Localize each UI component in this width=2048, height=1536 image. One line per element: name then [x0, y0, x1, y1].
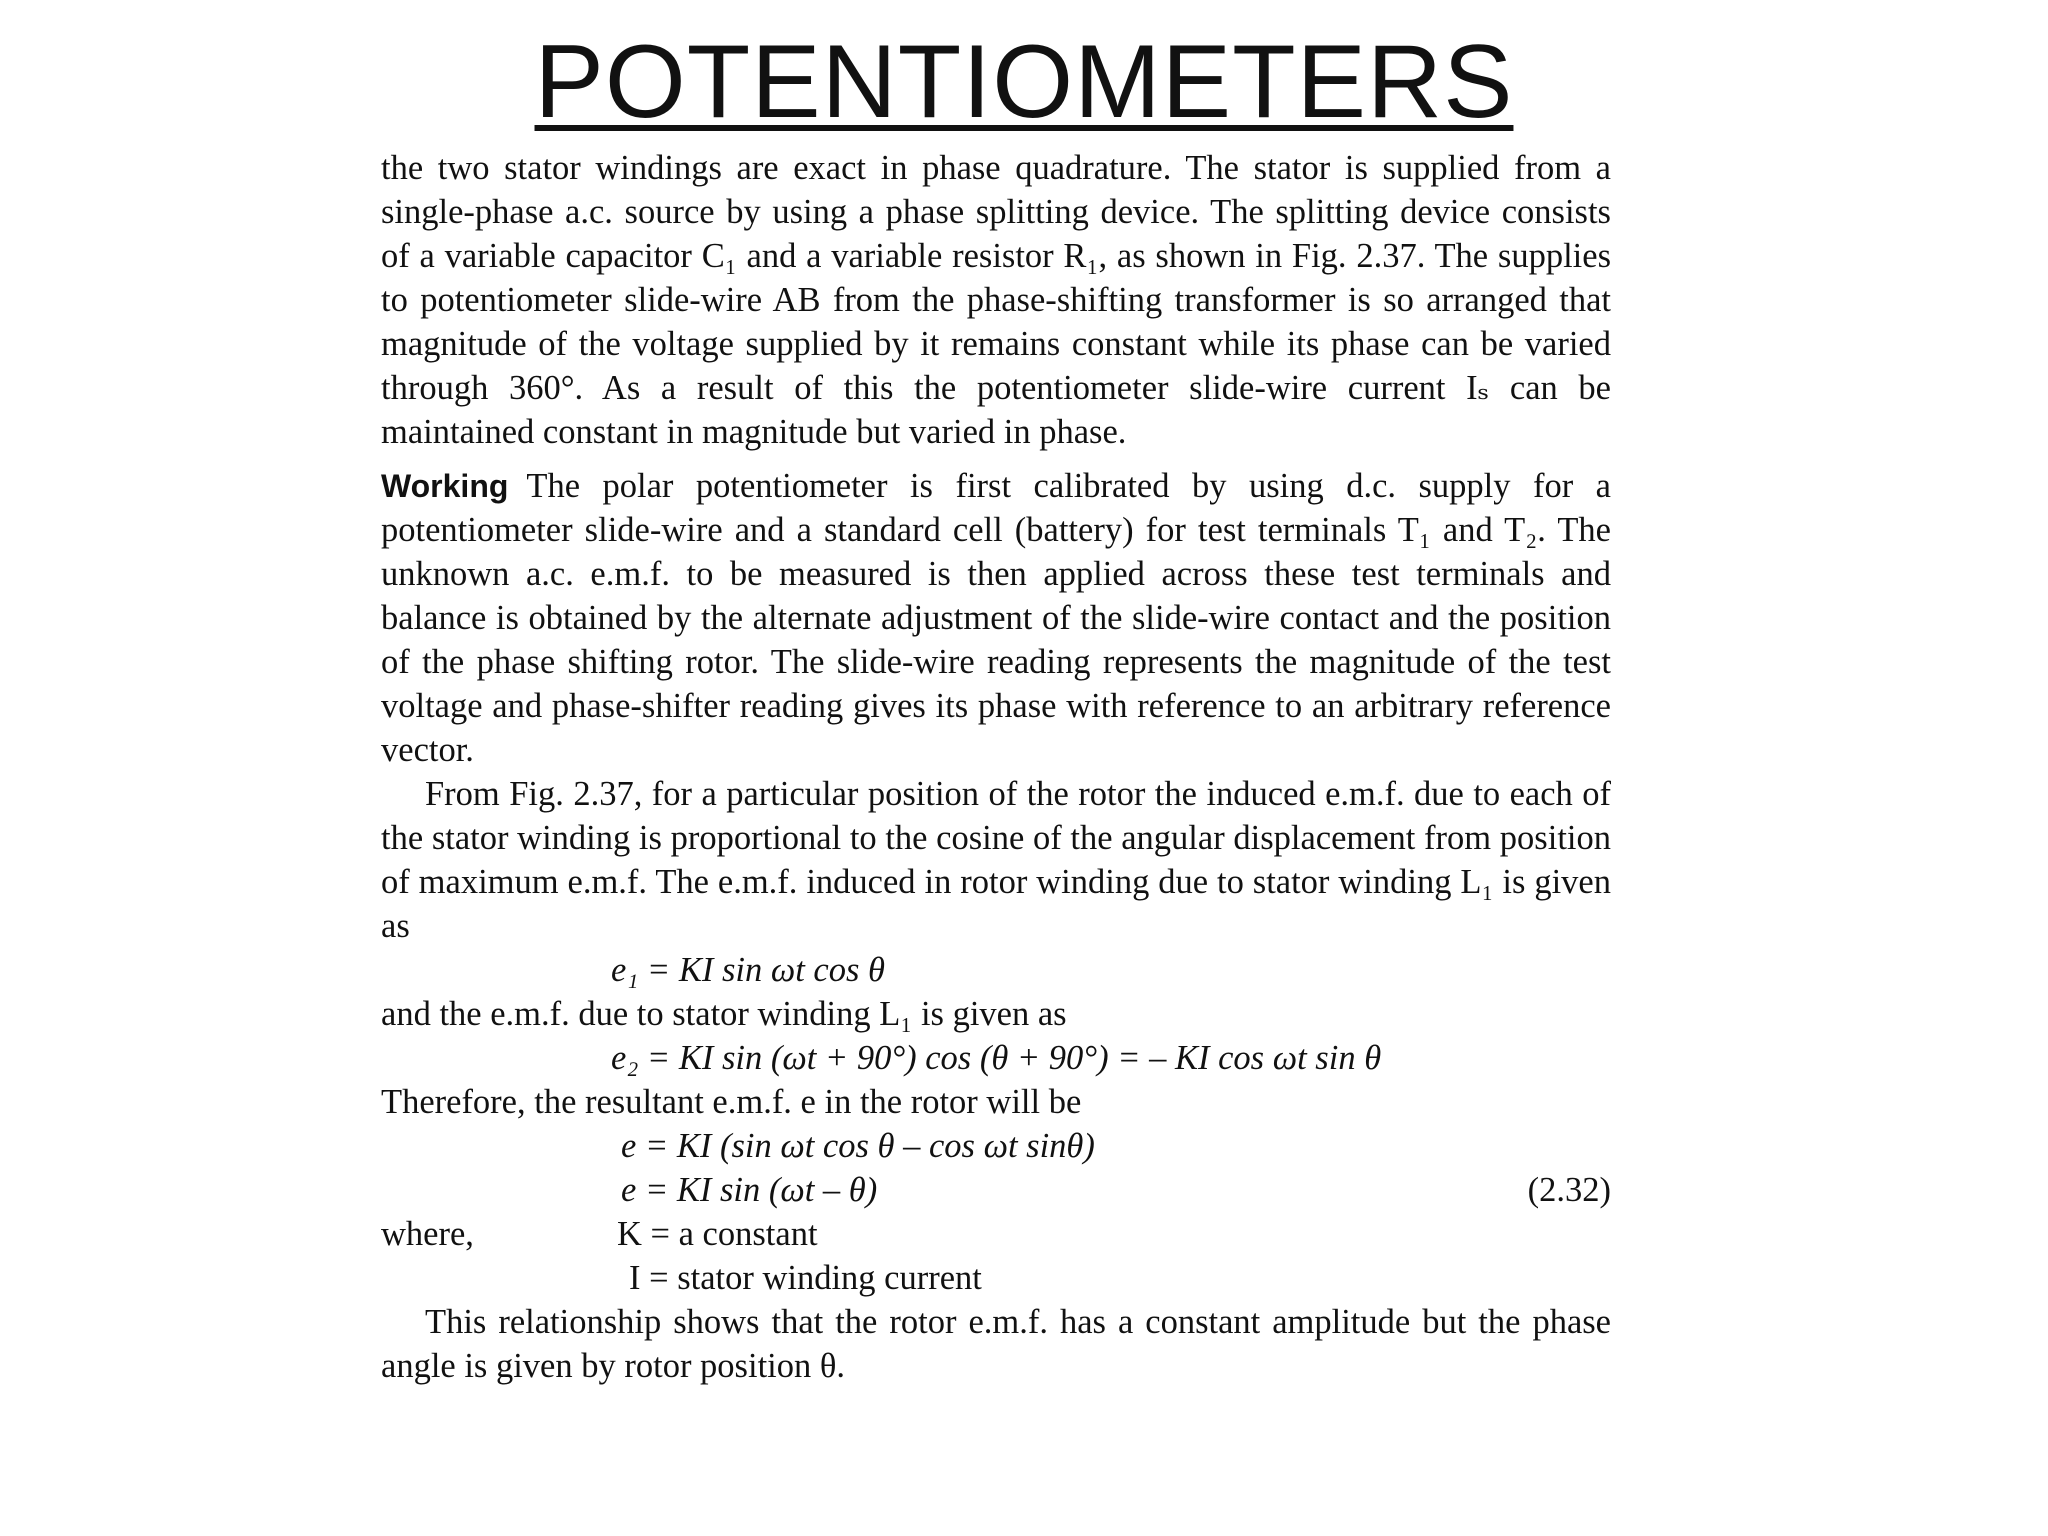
where-label: where,	[381, 1215, 474, 1253]
textbook-excerpt	[381, 146, 1611, 1388]
paragraph-working	[381, 464, 1611, 772]
equation-resultant: e = KI (sin ωt cos θ – cos ωt sinθ)	[621, 1127, 1095, 1165]
paragraph-conclusion: This relationship shows that the rotor e.m.f. has a constant amplitude but the phase angle is given by rotor position θ.	[381, 1303, 1611, 1385]
where-k-row	[381, 1212, 1611, 1256]
equation-resultant-row	[381, 1124, 1611, 1168]
definition-i: I = stator winding current	[629, 1259, 982, 1297]
working-heading: Working	[381, 468, 509, 504]
definition-k: K = a constant	[617, 1215, 818, 1253]
text-resultant: Therefore, the resultant e.m.f. e in the rotor will be	[381, 1083, 1082, 1121]
equation-e2: e₂ = KI sin (ωt + 90°) cos (θ + 90°) = – KI cos ωt sin θ	[611, 1039, 1382, 1077]
equation-e1-row	[381, 948, 1611, 992]
equation-number: (2.32)	[1527, 1171, 1611, 1209]
text-e2-intro: and the e.m.f. due to stator winding L₁ is given as	[381, 995, 1067, 1033]
equation-232-row	[381, 1168, 1611, 1212]
slide-title: POTENTIOMETERS	[534, 24, 1514, 140]
paragraph-phase-shifter: the two stator windings are exact in phase quadrature. The stator is supplied from a single-phase a.c. source by using a phase splitting device. The splitting device consists of a variable capacitor C₁ and a variable resistor R₁, as shown in Fig. 2.37. The supplies to potentiometer slide-wire AB from the phase-shifting transformer is so arranged that magnitude of the voltage supplied by it remains constant while its phase can be varied through 360°. As a result of this the potentiometer slide-wire current Iₛ can be maintained constant in magnitude but varied in phase.	[381, 149, 1611, 451]
paragraph-induced-emf: From Fig. 2.37, for a particular position of the rotor the induced e.m.f. due to each of the stator winding is proportional to the cosine of the angular displacement from position of maximum e.m.f. The e.m.f. induced in rotor winding due to stator winding L₁ is given as	[381, 775, 1611, 945]
equation-e2-row	[381, 1036, 1611, 1080]
where-i-row	[381, 1256, 1611, 1300]
equation-232: e = KI sin (ωt – θ)	[621, 1171, 878, 1209]
equation-e1: e₁ = KI sin ωt cos θ	[611, 951, 885, 989]
working-text: The polar potentiometer is first calibrated by using d.c. supply for a potentiometer slide-wire and a standard cell (battery) for test terminals T₁ and T₂. The unknown a.c. e.m.f. to be measured is then applied across these test terminals and balance is obtained by the alternate adjustment of the slide-wire contact and the position of the phase shifting rotor. The slide-wire reading represents the magnitude of the test voltage and phase-shifter reading gives its phase with reference to an arbitrary reference vector.	[381, 467, 1611, 769]
